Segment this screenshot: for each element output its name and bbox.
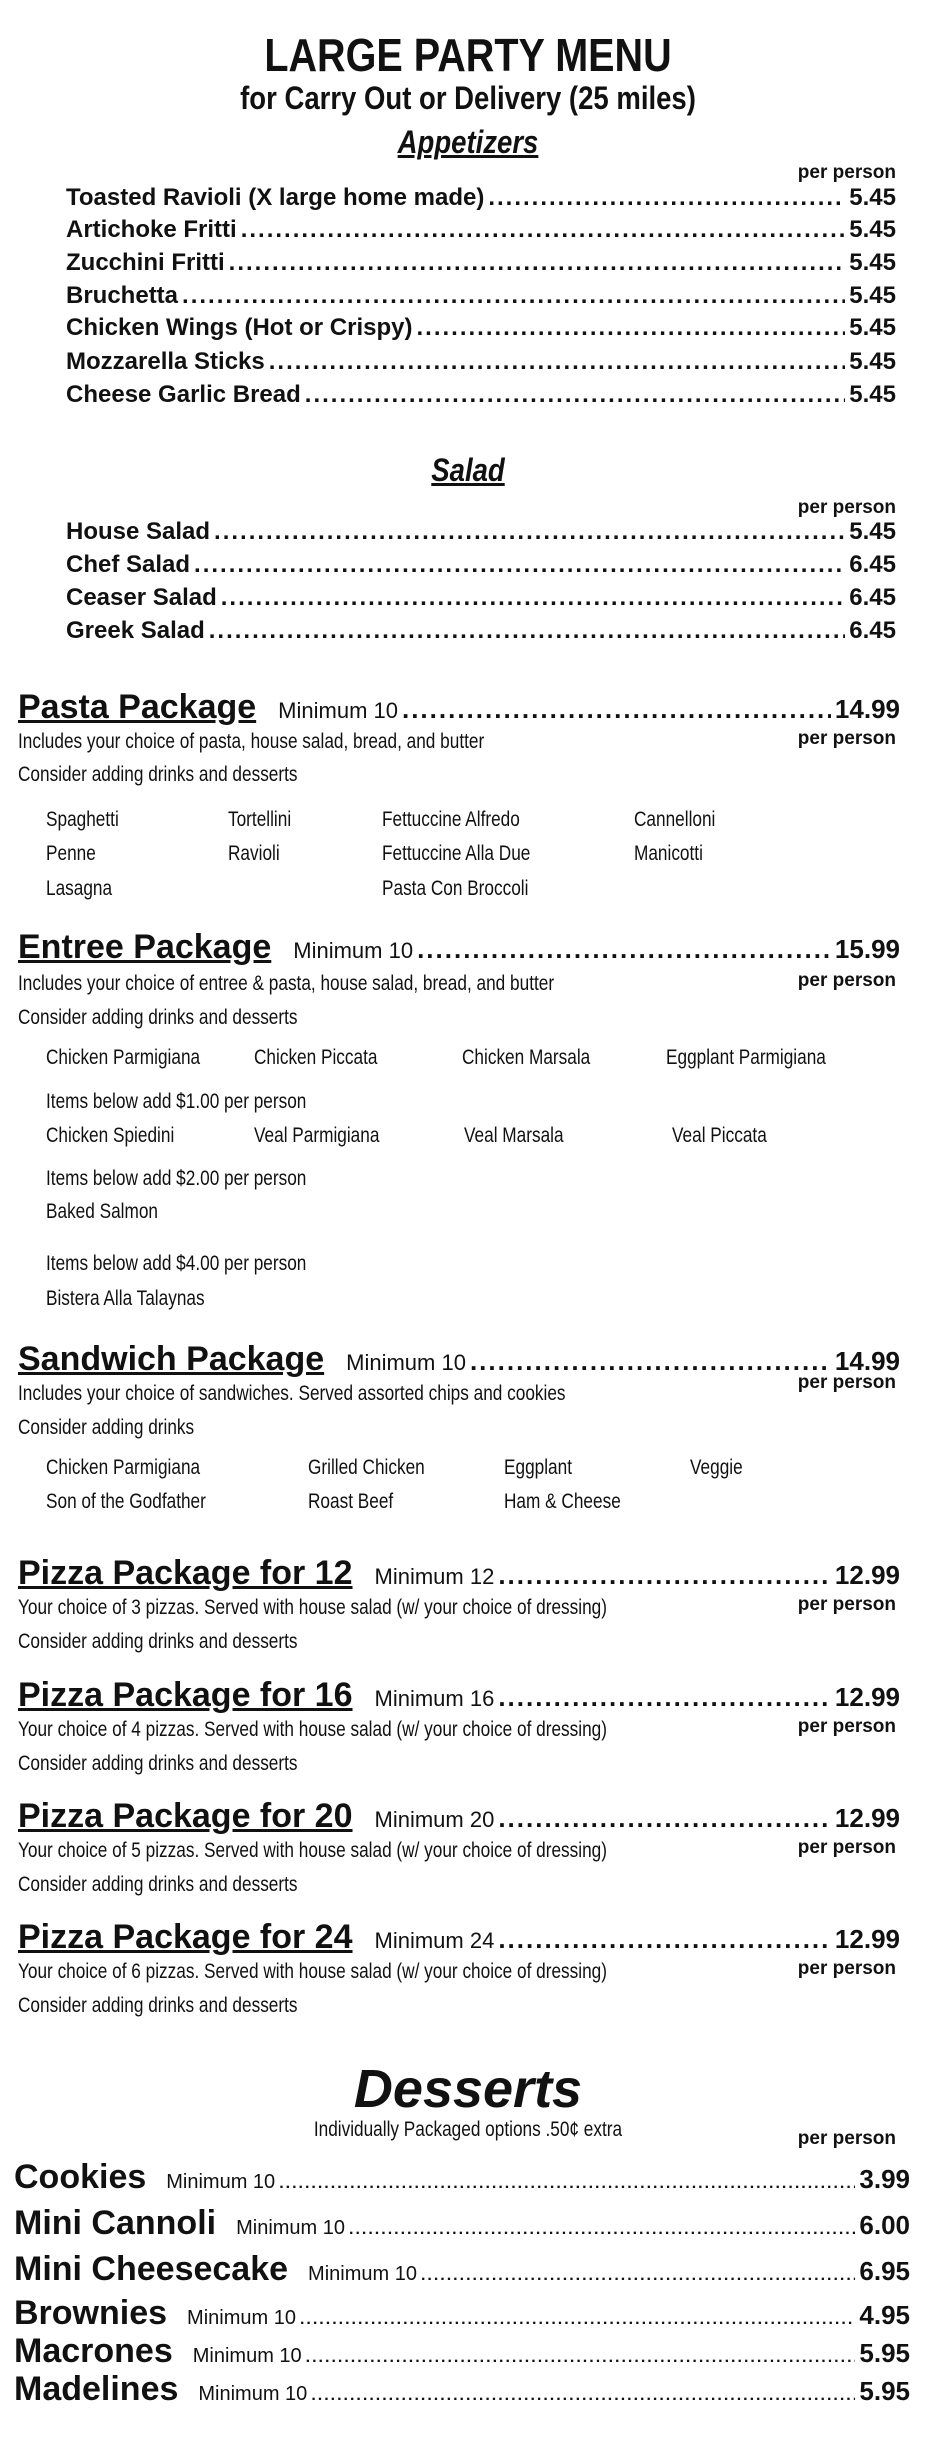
per-person-label: per person [797,1594,896,1615]
leader-dots [182,282,845,310]
pasta-package-desc: Includes your choice of pasta, house salad, bread, and butter [18,730,485,753]
per-person-label: per person [797,2128,896,2149]
appetizer-item-name: Zucchini Fritti [66,249,225,276]
appetizer-item [66,381,896,413]
leader-dots [279,2175,855,2193]
pasta-option: Manicotti [634,842,703,865]
pizza-package-note: Consider adding drinks and desserts [18,1630,298,1653]
entree-add2-label: Items below add $2.00 per person [46,1167,307,1190]
salad-item-price: 6.45 [849,551,896,578]
per-person-label: per person [797,970,896,991]
appetizer-item [66,216,896,248]
leader-dots [194,551,845,579]
dessert-item-minimum: Minimum 10 [192,2345,302,2367]
entree-option: Chicken Parmigiana [46,1046,201,1069]
pasta-option: Lasagna [46,877,113,900]
salad-item-name: Chef Salad [66,551,191,578]
pizza-package-row-price: 12.99 [834,1803,900,1833]
sandwich-package-minimum: Minimum 10 [346,1350,466,1375]
leader-dots [311,2387,855,2405]
leader-dots [498,1803,831,1834]
entree-option: Chicken Marsala [462,1046,591,1069]
entree-add1-option: Chicken Spiedini [46,1124,175,1147]
appetizer-item-price: 5.45 [849,184,896,211]
sandwich-package-desc: Includes your choice of sandwiches. Served assorted chips and cookies [18,1382,566,1405]
per-person-label: per person [797,1837,896,1858]
appetizer-item-name: Toasted Ravioli (X large home made) [66,184,485,211]
dessert-item-name: Cookies [14,2158,147,2196]
entree-add1-label: Items below add $1.00 per person [46,1090,307,1113]
appetizer-item [66,314,896,346]
pasta-option: Cannelloni [634,808,716,831]
pasta-option: Tortellini [228,808,292,831]
leader-dots [269,348,846,376]
entree-add4-item: Bistera Alla Talaynas [46,1287,205,1310]
leader-dots [305,381,845,409]
salad-item [66,551,896,583]
per-person-label: per person [797,162,896,183]
dessert-item-minimum: Minimum 10 [166,2171,276,2193]
leader-dots [416,314,845,342]
dessert-item-minimum: Minimum 10 [308,2263,417,2285]
entree-package-price: 15.99 [834,934,900,964]
appetizer-item-price: 5.45 [849,249,896,276]
per-person-label: per person [797,497,896,518]
pasta-option: Ravioli [228,842,280,865]
dessert-item-name: Macrones [14,2332,173,2370]
per-person-label: per person [797,728,896,749]
pizza-package-note: Consider adding drinks and desserts [18,1752,298,1775]
desserts-note: Individually Packaged options .50¢ extra [313,2118,623,2141]
pizza-package-row-price: 12.99 [834,1924,900,1954]
dessert-item [14,2294,910,2333]
sandwich-option: Son of the Godfather [46,1490,206,1513]
leader-dots [306,2349,856,2367]
entree-package-note: Consider adding drinks and desserts [18,1006,298,1029]
leader-dots [349,2221,855,2239]
dessert-item-price: 6.00 [859,2210,910,2240]
dessert-item-minimum: Minimum 10 [187,2307,296,2329]
pizza-package-row-price: 12.99 [834,1560,900,1590]
leader-dots [498,1560,831,1591]
leader-dots [214,518,845,546]
pizza-package-desc: Your choice of 6 pizzas. Served with house salad (w/ your choice of dressing) [18,1960,607,1983]
pizza-package-row-minimum: Minimum 20 [374,1807,495,1832]
leader-dots [300,2311,855,2329]
dessert-item [14,2158,910,2197]
dessert-item [14,2332,910,2371]
leader-dots [402,694,831,725]
leader-dots [417,934,831,965]
pasta-package-minimum: Minimum 10 [278,698,398,723]
sandwich-option: Roast Beef [308,1490,394,1513]
entree-add1-option: Veal Piccata [672,1124,767,1147]
sandwich-package-row [18,1340,900,1379]
sandwich-option: Ham & Cheese [504,1490,621,1513]
pizza-package-row-minimum: Minimum 16 [374,1686,495,1711]
pizza-package-row [18,1676,900,1715]
entree-add4-label: Items below add $4.00 per person [46,1252,307,1275]
pizza-package-row-name: Pizza Package for 20 [18,1797,353,1835]
pasta-option: Fettuccine Alfredo [382,808,520,831]
pizza-package-row [18,1918,900,1957]
sandwich-option: Chicken Parmigiana [46,1456,201,1479]
appetizer-item-price: 5.45 [849,216,896,243]
pizza-package-note: Consider adding drinks and desserts [18,1994,298,2017]
dessert-item [14,2204,910,2243]
appetizer-item-name: Mozzarella Sticks [66,348,265,375]
sandwich-package-name: Sandwich Package [18,1340,325,1378]
appetizer-item-price: 5.45 [849,314,896,341]
dessert-item-price: 5.95 [859,2376,910,2406]
salad-item-price: 6.45 [849,584,896,611]
entree-add1-option: Veal Marsala [464,1124,564,1147]
appetizer-item [66,184,896,216]
pizza-package-row-minimum: Minimum 12 [374,1564,495,1589]
entree-package-row [18,928,900,967]
pasta-option: Penne [46,842,96,865]
salad-item-name: House Salad [66,518,211,545]
dessert-item-name: Brownies [14,2294,168,2332]
leader-dots [229,249,846,277]
dessert-item-name: Mini Cannoli [14,2204,217,2242]
appetizer-item [66,249,896,281]
leader-dots [498,1682,831,1713]
salad-item [66,518,896,550]
appetizer-item-name: Cheese Garlic Bread [66,381,301,408]
per-person-label: per person [797,1372,896,1393]
salad-item [66,617,896,649]
sandwich-package-price: 14.99 [834,1346,900,1376]
salad-item-name: Ceaser Salad [66,584,217,611]
dessert-item-name: Mini Cheesecake [14,2250,289,2288]
pizza-package-row [18,1797,900,1836]
pizza-package-desc: Your choice of 3 pizzas. Served with house salad (w/ your choice of dressing) [18,1596,607,1619]
pizza-package-desc: Your choice of 4 pizzas. Served with house salad (w/ your choice of dressing) [18,1718,607,1741]
pizza-package-note: Consider adding drinks and desserts [18,1873,298,1896]
salad-heading: Salad [431,452,505,488]
entree-add2-item: Baked Salmon [46,1200,159,1223]
pasta-package-note: Consider adding drinks and desserts [18,763,298,786]
appetizer-item [66,348,896,380]
sandwich-option: Eggplant [504,1456,572,1479]
pasta-option: Pasta Con Broccoli [382,877,529,900]
pasta-option: Spaghetti [46,808,119,831]
leader-dots [488,184,845,212]
pizza-package-row-name: Pizza Package for 24 [18,1918,353,1956]
entree-add1-option: Veal Parmigiana [254,1124,380,1147]
pizza-package-row-minimum: Minimum 24 [374,1928,495,1953]
salad-item [66,584,896,616]
appetizer-item-price: 5.45 [849,381,896,408]
pasta-option: Fettuccine Alla Due [382,842,531,865]
dessert-item-price: 6.95 [859,2256,910,2286]
entree-option: Eggplant Parmigiana [666,1046,826,1069]
pizza-package-row-price: 12.99 [834,1682,900,1712]
pizza-package-desc: Your choice of 5 pizzas. Served with house salad (w/ your choice of dressing) [18,1839,607,1862]
pasta-package-price: 14.99 [834,694,900,724]
entree-package-name: Entree Package [18,928,272,966]
desserts-heading: Desserts [353,2059,583,2119]
dessert-item-minimum: Minimum 10 [236,2217,346,2239]
menu-title: LARGE PARTY MENU [264,29,672,81]
appetizer-item-name: Artichoke Fritti [66,216,237,243]
leader-dots [421,2267,855,2285]
entree-package-minimum: Minimum 10 [293,938,414,963]
appetizer-item-price: 5.45 [849,282,896,309]
dessert-item [14,2370,910,2409]
leader-dots [221,584,846,612]
salad-item-price: 5.45 [849,518,896,545]
dessert-item-price: 5.95 [859,2338,910,2368]
pasta-package-name: Pasta Package [18,688,257,726]
pasta-package-row [18,688,900,727]
per-person-label: per person [797,1716,896,1737]
salad-item-price: 6.45 [849,617,896,644]
salad-item-name: Greek Salad [66,617,205,644]
dessert-item [14,2250,910,2289]
sandwich-option: Veggie [690,1456,743,1479]
appetizer-item [66,282,896,314]
leader-dots [498,1924,831,1955]
menu-subtitle: for Carry Out or Delivery (25 miles) [240,80,696,116]
dessert-item-name: Madelines [14,2370,179,2408]
sandwich-option: Grilled Chicken [308,1456,425,1479]
leader-dots [241,216,846,244]
pizza-package-row-name: Pizza Package for 12 [18,1554,353,1592]
pizza-package-row [18,1554,900,1593]
dessert-item-price: 3.99 [859,2164,910,2194]
appetizer-item-name: Bruchetta [66,282,179,309]
appetizers-heading: Appetizers [397,124,539,160]
pizza-package-row-name: Pizza Package for 16 [18,1676,353,1714]
dessert-item-minimum: Minimum 10 [198,2383,308,2405]
entree-option: Chicken Piccata [254,1046,378,1069]
appetizer-item-name: Chicken Wings (Hot or Crispy) [66,314,413,341]
dessert-item-price: 4.95 [859,2300,910,2330]
sandwich-package-note: Consider adding drinks [18,1416,195,1439]
leader-dots [470,1346,831,1377]
per-person-label: per person [797,1958,896,1979]
leader-dots [209,617,846,645]
appetizer-item-price: 5.45 [849,348,896,375]
entree-package-desc: Includes your choice of entree & pasta, house salad, bread, and butter [18,972,555,995]
